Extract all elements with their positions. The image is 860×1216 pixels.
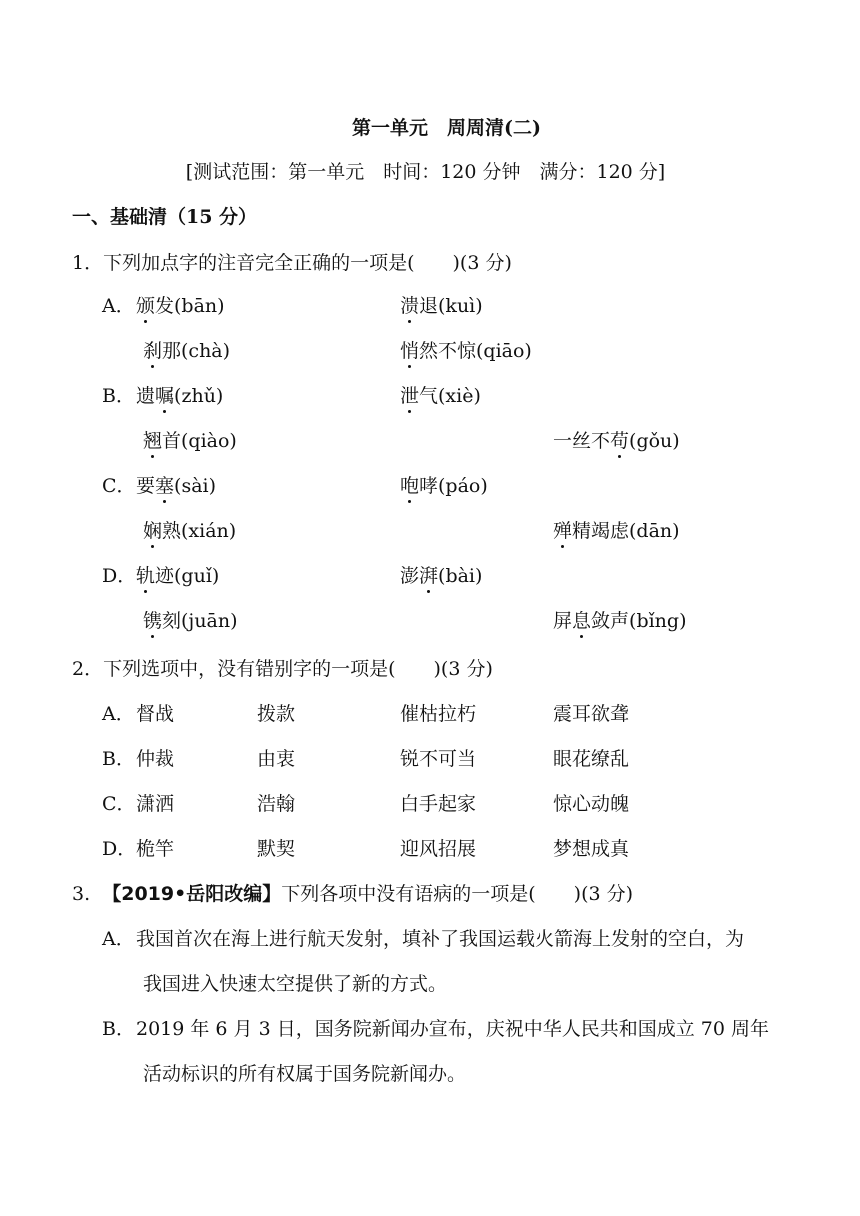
q1-d-word-1: 轨迹(guǐ) — [136, 565, 220, 587]
question-3-source-tag: 【2019•岳阳改编】 — [102, 883, 282, 905]
q2-b-word-1: 仲裁 — [136, 748, 175, 770]
q1-option-d-label: D． — [102, 565, 137, 587]
q1-b-word-1: 遗嘱(zhǔ) — [136, 385, 224, 407]
q1-option-c-label: C． — [102, 475, 136, 497]
emphasis-dot-char: 娴 — [143, 520, 163, 542]
q1-b-word-4: 一丝不苟(gǒu) — [553, 430, 680, 452]
q2-c-word-4: 惊心动魄 — [553, 793, 630, 815]
emphasis-dot-char: 殚 — [553, 520, 573, 542]
q3-b-line-1: 2019 年 6 月 3 日，国务院新闻办宣布，庆祝中华人民共和国成立 70 周年 — [136, 1018, 769, 1040]
q2-b-word-4: 眼花缭乱 — [553, 748, 630, 770]
q2-d-word-4: 梦想成真 — [553, 838, 630, 860]
page-title: 第一单元 周周清(二) — [352, 117, 541, 139]
question-1-stem: 1．下列加点字的注音完全正确的一项是( )(3 分) — [72, 252, 512, 274]
q2-c-word-3: 白手起家 — [400, 793, 477, 815]
q1-a-word-1: 颁发(bān) — [136, 295, 225, 317]
q1-c-word-1: 要塞(sài) — [136, 475, 217, 497]
question-3-number: 3. — [72, 883, 91, 905]
q3-a-line-1: 我国首次在海上进行航天发射，填补了我国运载火箭海上发射的空白，为 — [136, 928, 745, 950]
q2-a-word-3: 催枯拉朽 — [400, 703, 477, 725]
emphasis-dot-char: 苟 — [610, 430, 630, 452]
q3-option-a-label: A． — [102, 928, 135, 950]
q2-c-word-2: 浩翰 — [257, 793, 296, 815]
emphasis-dot-char: 溃 — [400, 295, 420, 317]
emphasis-dot-char: 轨 — [136, 565, 156, 587]
emphasis-dot-char: 翘 — [143, 430, 163, 452]
q2-option-b-label: B． — [102, 748, 135, 770]
q1-option-a-label: A． — [102, 295, 135, 317]
emphasis-dot-char: 镌 — [143, 610, 163, 632]
q2-option-c-label: C． — [102, 793, 136, 815]
emphasis-dot-char: 湃 — [419, 565, 439, 587]
question-2-stem: 2．下列选项中，没有错别字的一项是( )(3 分) — [72, 658, 493, 680]
q1-c-word-3: 娴熟(xián) — [143, 520, 237, 542]
emphasis-dot-char: 息 — [572, 610, 592, 632]
section-heading: 一、基础清（15 分） — [72, 206, 258, 228]
emphasis-dot-char: 嘱 — [155, 385, 175, 407]
question-3-stem — [72, 883, 633, 906]
test-info: [测试范围：第一单元 时间：120 分钟 满分：120 分] — [185, 161, 666, 183]
q2-d-word-2: 默契 — [257, 838, 296, 860]
emphasis-dot-char: 刹 — [143, 340, 163, 362]
q2-option-d-label: D． — [102, 838, 137, 860]
q1-d-word-3: 镌刻(juān) — [143, 610, 238, 632]
q2-b-word-3: 锐不可当 — [400, 748, 477, 770]
q3-option-b-label: B． — [102, 1018, 135, 1040]
q2-d-word-1: 桅竿 — [136, 838, 175, 860]
q1-b-word-2: 泄气(xiè) — [400, 385, 481, 407]
q2-b-word-2: 由衷 — [257, 748, 296, 770]
q1-c-word-4: 殚精竭虑(dān) — [553, 520, 680, 542]
q2-a-word-4: 震耳欲聋 — [553, 703, 630, 725]
question-3-text: 下列各项中没有语病的一项是( )(3 分) — [281, 883, 634, 905]
q1-c-word-2: 咆哮(páo) — [400, 475, 488, 497]
q1-b-word-3: 翘首(qiào) — [143, 430, 237, 452]
q2-c-word-1: 潇洒 — [136, 793, 175, 815]
q1-a-word-3: 刹那(chà) — [143, 340, 231, 362]
emphasis-dot-char: 悄 — [400, 340, 420, 362]
q1-d-word-2: 澎湃(bài) — [400, 565, 483, 587]
q1-a-word-4: 悄然不惊(qiāo) — [400, 340, 532, 362]
emphasis-dot-char: 咆 — [400, 475, 420, 497]
q2-a-word-1: 督战 — [136, 703, 175, 725]
q1-d-word-4: 屏息敛声(bǐng) — [553, 610, 687, 632]
emphasis-dot-char: 塞 — [155, 475, 175, 497]
q1-a-word-2: 溃退(kuì) — [400, 295, 483, 317]
emphasis-dot-char: 颁 — [136, 295, 156, 317]
q2-a-word-2: 拨款 — [257, 703, 296, 725]
q3-b-line-2: 活动标识的所有权属于国务院新闻办。 — [143, 1063, 467, 1085]
q1-option-b-label: B． — [102, 385, 135, 407]
q3-a-line-2: 我国进入快速太空提供了新的方式。 — [143, 973, 448, 995]
q2-d-word-3: 迎风招展 — [400, 838, 477, 860]
q2-option-a-label: A． — [102, 703, 135, 725]
emphasis-dot-char: 泄 — [400, 385, 420, 407]
